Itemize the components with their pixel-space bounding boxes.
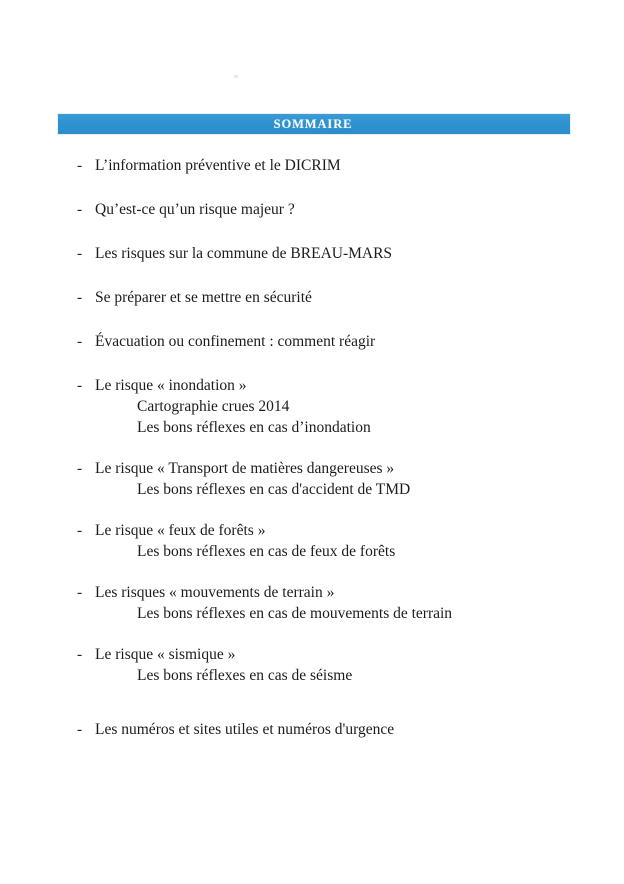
- toc-bullet-dash: -: [77, 245, 83, 262]
- toc-bullet-dash: -: [77, 377, 83, 394]
- toc-entry[interactable]: [0, 287, 624, 308]
- toc-entry-label: Qu’est-ce qu’un risque majeur ?: [95, 201, 295, 218]
- scan-artifact-speck: [234, 75, 238, 78]
- toc-entry[interactable]: [0, 199, 624, 220]
- toc-bullet-dash: -: [77, 157, 83, 174]
- toc-entry-label: Les numéros et sites utiles et numéros d'urgence: [95, 721, 395, 738]
- sommaire-banner: [58, 114, 570, 134]
- toc-entry[interactable]: [0, 331, 624, 352]
- toc-subentry-list: [137, 541, 624, 562]
- toc-bullet-dash: -: [77, 522, 83, 539]
- toc-bullet-dash: -: [77, 584, 83, 601]
- toc-entry-label: Les risques « mouvements de terrain »: [95, 584, 335, 601]
- toc-bullet-dash: -: [77, 201, 83, 218]
- toc-subentry-list: [137, 396, 624, 438]
- toc-entry-label: Le risque « Transport de matières dangereuses »: [95, 460, 395, 477]
- toc-subentry[interactable]: Les bons réflexes en cas d'accident de TMD: [137, 481, 411, 498]
- toc-bullet-dash: -: [77, 646, 83, 663]
- page-title: SOMMAIRE: [273, 116, 353, 131]
- toc-entry-label: Le risque « inondation »: [95, 377, 247, 394]
- toc-entry[interactable]: [0, 719, 624, 740]
- toc-entry[interactable]: [0, 520, 624, 562]
- toc-entry-label: Le risque « feux de forêts »: [95, 522, 266, 539]
- toc-bullet-dash: -: [77, 721, 83, 738]
- toc-subentry-list: [137, 479, 624, 500]
- toc-entry[interactable]: [0, 375, 624, 438]
- toc-bullet-dash: -: [77, 333, 83, 350]
- toc-bullet-dash: -: [77, 460, 83, 477]
- table-of-contents: [0, 155, 624, 763]
- toc-entry-label: L’information préventive et le DICRIM: [95, 157, 341, 174]
- toc-entry[interactable]: [0, 582, 624, 624]
- toc-subentry[interactable]: Les bons réflexes en cas de mouvements de terrain: [137, 605, 453, 622]
- toc-subentry[interactable]: Cartographie crues 2014: [137, 398, 290, 415]
- toc-subentry[interactable]: Les bons réflexes en cas d’inondation: [137, 419, 371, 436]
- toc-bullet-dash: -: [77, 289, 83, 306]
- toc-entry-label: Évacuation ou confinement : comment réagir: [95, 333, 376, 350]
- toc-entry[interactable]: [0, 155, 624, 176]
- toc-entry[interactable]: [0, 243, 624, 264]
- toc-subentry-list: [137, 665, 624, 686]
- toc-entry[interactable]: [0, 644, 624, 686]
- toc-subentry[interactable]: Les bons réflexes en cas de feux de forêts: [137, 543, 396, 560]
- toc-entry-label: Le risque « sismique »: [95, 646, 236, 663]
- toc-subentry[interactable]: Les bons réflexes en cas de séisme: [137, 667, 353, 684]
- toc-subentry-list: [137, 603, 624, 624]
- toc-entry-label: Les risques sur la commune de BREAU-MARS: [95, 245, 393, 262]
- toc-entry-label: Se préparer et se mettre en sécurité: [95, 289, 312, 306]
- toc-entry[interactable]: [0, 458, 624, 500]
